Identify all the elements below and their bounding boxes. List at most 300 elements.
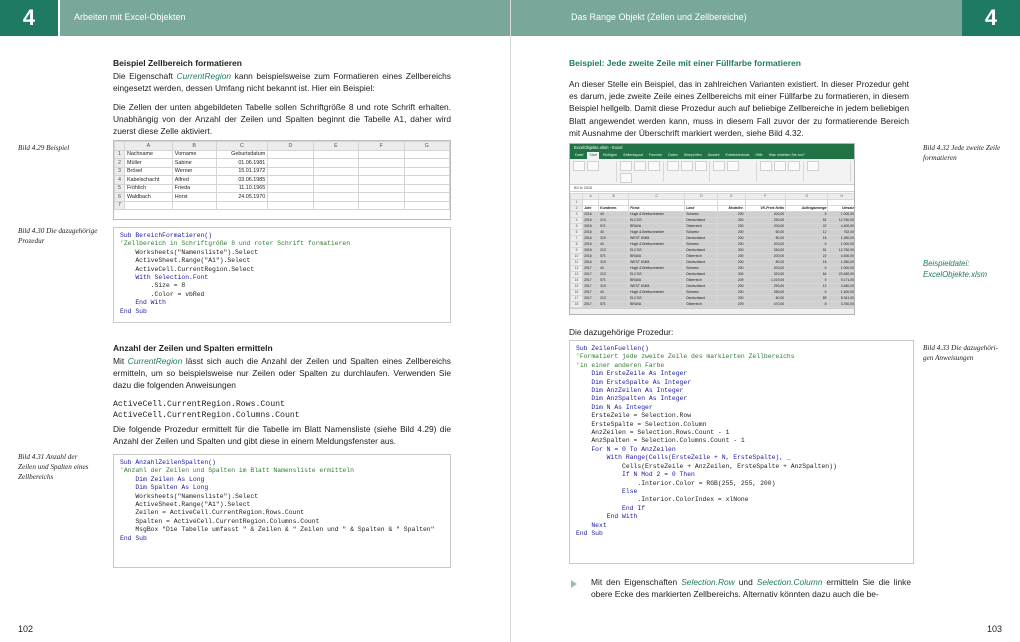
table-cell: WEST KNIM bbox=[629, 260, 685, 266]
table-cell: Deutschland bbox=[685, 260, 718, 266]
column-header: E bbox=[718, 194, 745, 200]
excel-ribbon-tabs bbox=[570, 152, 854, 159]
table-cell: 2016 bbox=[583, 230, 599, 236]
table-cell: BRAVA bbox=[629, 224, 685, 230]
row-header: 16 bbox=[571, 290, 583, 296]
table-cell: 250,00 bbox=[745, 248, 786, 254]
table-cell: 200,00 bbox=[745, 212, 786, 218]
table-cell: ELCOS bbox=[629, 218, 685, 224]
table-cell: Brösel bbox=[124, 167, 172, 176]
table-cell: Fröhlich bbox=[124, 184, 172, 193]
table-cell: 2017 bbox=[583, 266, 599, 272]
table-cell: 60,00 bbox=[745, 296, 786, 302]
column-header: F bbox=[359, 142, 404, 151]
table-cell: 2016 bbox=[583, 260, 599, 266]
table-cell: 64 bbox=[786, 272, 828, 278]
chapter-number-right: 4 bbox=[962, 0, 1020, 36]
code-line: MsgBox "Die Tabelle umfasst " & Zeilen & " Zeilen und " & Spalten & " Spalten" bbox=[120, 526, 435, 534]
ribbon-tab: Seitenlayout bbox=[623, 153, 643, 157]
excel-screenshot bbox=[569, 143, 855, 315]
code-line: Next bbox=[576, 521, 607, 529]
code-line: Worksheets("Namensliste").Select bbox=[120, 248, 259, 256]
table-cell: 9 bbox=[786, 278, 828, 284]
table-cell bbox=[313, 159, 358, 168]
paragraph-format-intro: Die Zellen der unten abgebildeten Tabelle sollen Schriftgröße 8 und rote Schrift erhalten. Unabhängig von der Anzahl der Zeilen und Spalten beginnt die Tabelle A1, daher wird zuerst diese Zelle aktiviert. bbox=[113, 102, 451, 137]
table-cell: 3.480,00 bbox=[828, 284, 855, 290]
code-line: 'Anzahl der Zeilen und Spalten im Blatt Namensliste ermitteln bbox=[120, 467, 354, 475]
caption-fig-4-32: Bild 4.32 Jede zweite Zeile formatieren bbox=[923, 144, 1001, 162]
code-line: ErsteSpalte = Selection.Column bbox=[576, 420, 707, 428]
column-header: G bbox=[786, 194, 828, 200]
table-cell: 80,00 bbox=[745, 260, 786, 266]
code-line: With Selection.Font bbox=[120, 274, 209, 282]
table-cell: 2016 bbox=[583, 212, 599, 218]
table-cell: 9.171,00 bbox=[828, 278, 855, 284]
caption-fig-4-33: Bild 4.33 Die dazugehöri- gen Anweisungen bbox=[923, 344, 999, 362]
row-header: 13 bbox=[571, 272, 583, 278]
table-cell: 304 bbox=[718, 272, 745, 278]
code-line: 'Formatiert jede zweite Zeile des markierten Zellbereichs bbox=[576, 353, 795, 361]
code-block-zeilen-fuellen bbox=[569, 340, 914, 564]
code-line: End With bbox=[576, 513, 638, 521]
row-header: 7 bbox=[115, 201, 125, 210]
table-cell: 320,00 bbox=[745, 272, 786, 278]
table-cell: 2017 bbox=[583, 296, 599, 302]
table-cell bbox=[359, 201, 404, 210]
table-cell: Modellnr. bbox=[718, 206, 745, 212]
table-cell: Österreich bbox=[685, 278, 718, 284]
paragraph-currentregion: Die Eigenschaft CurrentRegion kann beispielsweise zum Formatieren eines Zellbereichs eingesetzt werden, dessen Umfang nicht bekannt ist. Hier ein Beispiel: bbox=[113, 71, 451, 94]
table-cell: 2016 bbox=[583, 236, 599, 242]
table-cell: 1.280,00 bbox=[828, 236, 855, 242]
table-cell: 51 bbox=[786, 218, 828, 224]
table-cell bbox=[268, 167, 313, 176]
table-cell bbox=[268, 159, 313, 168]
header-bar-right bbox=[511, 0, 963, 36]
ribbon-group-cells bbox=[807, 161, 851, 182]
table-cell: 5 bbox=[786, 212, 828, 218]
ribbon-group-styles bbox=[760, 161, 804, 182]
column-header: H bbox=[828, 194, 855, 200]
table-cell: Umsatz bbox=[828, 206, 855, 212]
table-cell: 12 bbox=[786, 284, 828, 290]
row-header: 15 bbox=[571, 284, 583, 290]
table-cell: 5 bbox=[786, 242, 828, 248]
table-cell: 571 bbox=[599, 302, 629, 308]
excel-title-bar: ExcelObjekte.xlsm - Excel bbox=[570, 144, 854, 152]
excel-ribbon bbox=[570, 159, 854, 185]
code-line: ActiveSheet.Range("A1").Select bbox=[120, 501, 251, 509]
table-cell bbox=[268, 201, 313, 210]
code-line: Cells(ErsteZeile + AnzZeilen, ErsteSpalte + AnzSpalten)) bbox=[576, 462, 837, 470]
table-cell: 01.06.1981 bbox=[216, 159, 268, 168]
table-cell: VK-Preis Netto bbox=[745, 206, 786, 212]
ribbon-tab: Datei bbox=[575, 153, 584, 157]
excel-grid bbox=[570, 193, 855, 315]
table-cell: ELCOS bbox=[629, 272, 685, 278]
table-cell: 4.400,00 bbox=[828, 224, 855, 230]
paragraph-fill-intro: An dieser Stelle ein Beispiel, das in zahlreichen Varianten existiert. In dieser Prozedur geht es darum, jede zweite Zeile eines Zellbereichs mit einer Füllfarbe zu formatieren, in diesem Beispiel hellgelb. Damit diese Prozedur auch auf beliebige Zellbereiche in jedem beliebigen Blatt angewendet werden kann, muss in diesem Fall zuvor der zu formatierende Bereich mit Ausnahme der Überschrift markiert werden, siehe Bild 4.32. bbox=[569, 79, 909, 138]
table-cell: 200 bbox=[718, 296, 745, 302]
table-cell: Kundennr. bbox=[599, 206, 629, 212]
right-page bbox=[510, 0, 1020, 642]
ribbon-tab: Ansicht bbox=[707, 153, 720, 157]
code-line: .Size = 8 bbox=[120, 282, 186, 290]
table-cell bbox=[359, 176, 404, 185]
table-cell: 51 bbox=[786, 248, 828, 254]
column-header: D bbox=[268, 142, 313, 151]
table-cell: Hugh & Breitschneider bbox=[629, 266, 685, 272]
table-cell: BRAVA bbox=[629, 278, 685, 284]
row-header: 17 bbox=[571, 296, 583, 302]
table-cell bbox=[404, 176, 449, 185]
table-cell: 1.000,00 bbox=[828, 212, 855, 218]
code-rows-count: ActiveCell.CurrentRegion.Rows.Count bbox=[113, 400, 285, 409]
code-line: Dim N As Integer bbox=[576, 403, 653, 411]
table-cell: Österreich bbox=[685, 224, 718, 230]
code-line: Spalten = ActiveCell.CurrentRegion.Columns.Count bbox=[120, 517, 320, 525]
header-title-right: Das Range Objekt (Zellen und Zellbereiche) bbox=[571, 12, 747, 22]
row-header: 14 bbox=[571, 278, 583, 284]
table-cell: 571 bbox=[599, 224, 629, 230]
table-cell: Firma bbox=[629, 206, 685, 212]
table-cell: Schweiz bbox=[685, 290, 718, 296]
table-cell: 2016 bbox=[583, 242, 599, 248]
excel-sheet-tabs bbox=[570, 308, 854, 314]
table-cell: Österreich bbox=[685, 302, 718, 308]
table-cell: 200 bbox=[718, 242, 745, 248]
table-cell: 40 bbox=[599, 212, 629, 218]
row-header: 5 bbox=[115, 184, 125, 193]
table-cell bbox=[404, 184, 449, 193]
table-cell bbox=[359, 184, 404, 193]
paragraph-procedure-description: Die folgende Prozedur ermittelt für die Tabelle im Blatt Namensliste (siehe Bild 4.29) die Anzahl der Zeilen und Spalten und gibt diese in einem Meldungsfenster aus. bbox=[113, 424, 451, 447]
excel-formula-bar: B3 fx 2016 bbox=[570, 185, 854, 192]
table-cell: Hugh & Breitschneider bbox=[629, 212, 685, 218]
table-cell: Waldbach bbox=[124, 193, 172, 202]
table-cell bbox=[313, 150, 358, 159]
table-cell: 24.05.1970 bbox=[216, 193, 268, 202]
table-cell: Frieda bbox=[172, 184, 216, 193]
ribbon-tab: Hilfe bbox=[755, 153, 763, 157]
table-row bbox=[115, 159, 450, 168]
column-header: A bbox=[124, 142, 172, 151]
table-cell: 200 bbox=[718, 266, 745, 272]
row-header: 4 bbox=[571, 218, 583, 224]
table-cell: Deutschland bbox=[685, 236, 718, 242]
table-cell: 22 bbox=[786, 254, 828, 260]
column-header: A bbox=[583, 194, 599, 200]
row-header: 12 bbox=[571, 266, 583, 272]
table-cell: 12.750,00 bbox=[828, 218, 855, 224]
code-line: End With bbox=[120, 299, 167, 307]
table-cell: 280,00 bbox=[745, 290, 786, 296]
table-cell: 2017 bbox=[583, 302, 599, 308]
table-cell: Hugh & Breitschneider bbox=[629, 290, 685, 296]
code-line: End If bbox=[576, 504, 646, 512]
caption-fig-4-31: Bild 4.31 Anzahl der Zeilen und Spalten eines Zellbereichs bbox=[18, 453, 89, 481]
code-line: Zeilen = ActiveCell.CurrentRegion.Rows.Count bbox=[120, 509, 305, 517]
table-cell: 250,00 bbox=[745, 218, 786, 224]
page-number-right: 103 bbox=[986, 624, 1002, 634]
paragraph-count-intro: Mit CurrentRegion lässt sich auch die Anzahl der Zeilen und Spalten eines Zellbereichs ermitteln, um so beispielsweise nur Zeilen oder Spalten zu durchlaufen. Verwenden Sie dazu die folgenden Anweisungen bbox=[113, 356, 451, 391]
column-header bbox=[115, 142, 125, 151]
code-line: .Interior.ColorIndex = xlNone bbox=[576, 496, 749, 504]
code-line: 'in einer anderen Farbe bbox=[576, 361, 665, 369]
code-line: Worksheets("Namensliste").Select bbox=[120, 492, 259, 500]
table-cell: ELCOS bbox=[629, 248, 685, 254]
table-cell bbox=[404, 193, 449, 202]
row-header: 1 bbox=[571, 200, 583, 206]
table-cell: Deutschland bbox=[685, 296, 718, 302]
row-header: 3 bbox=[115, 167, 125, 176]
code-line: .Color = vbRed bbox=[120, 290, 205, 298]
table-cell: 762,00 bbox=[828, 230, 855, 236]
chapter-number-left: 4 bbox=[0, 0, 58, 36]
table-cell: 319 bbox=[599, 260, 629, 266]
code-line: Else bbox=[576, 487, 638, 495]
table-cell: Deutschland bbox=[685, 218, 718, 224]
table-cell: 40 bbox=[599, 290, 629, 296]
table-cell bbox=[404, 201, 449, 210]
ribbon-tab: Start bbox=[589, 153, 597, 157]
table-cell: 5 bbox=[786, 266, 828, 272]
section-heading-format: Beispiel Zellbereich formatieren bbox=[113, 58, 242, 68]
table-cell bbox=[124, 201, 172, 210]
row-header: 11 bbox=[571, 260, 583, 266]
table-cell: 12.750,00 bbox=[828, 248, 855, 254]
code-line: Dim ErsteZeile As Integer bbox=[576, 370, 688, 378]
table-cell: 1.019,00 bbox=[745, 278, 786, 284]
table-cell bbox=[359, 150, 404, 159]
table-cell bbox=[404, 159, 449, 168]
table-cell: 4.400,00 bbox=[828, 254, 855, 260]
code-line: End Sub bbox=[120, 307, 147, 315]
table-cell: 200 bbox=[718, 224, 745, 230]
table-cell bbox=[268, 184, 313, 193]
section-heading-fill: Beispiel: Jede zweite Zeile mit einer Füllfarbe formatieren bbox=[569, 58, 801, 68]
code-line: AnzZeilen = Selection.Rows.Count - 1 bbox=[576, 429, 730, 437]
column-header: C bbox=[629, 194, 685, 200]
table-cell: 1.000,00 bbox=[828, 242, 855, 248]
table-cell: 200 bbox=[718, 212, 745, 218]
column-header: D bbox=[685, 194, 718, 200]
table-cell: 200 bbox=[718, 284, 745, 290]
table-cell: 571 bbox=[599, 278, 629, 284]
table-cell bbox=[313, 184, 358, 193]
table-cell: Müller bbox=[124, 159, 172, 168]
table-cell: 200 bbox=[718, 230, 745, 236]
table-cell: BRAVA bbox=[629, 254, 685, 260]
code-line: Sub AnzahlZeilenSpalten() bbox=[120, 459, 216, 466]
table-cell: 213 bbox=[599, 248, 629, 254]
row-header: 1 bbox=[115, 150, 125, 159]
column-header: B bbox=[599, 194, 629, 200]
caption-fig-4-29: Bild 4.29 Beispiel bbox=[18, 144, 70, 152]
ribbon-group-number bbox=[713, 161, 757, 182]
header-bar-left bbox=[60, 0, 510, 36]
table-cell: 213 bbox=[599, 272, 629, 278]
table-cell: 200 bbox=[718, 290, 745, 296]
table-cell: 80,00 bbox=[745, 236, 786, 242]
row-header: 10 bbox=[571, 254, 583, 260]
table-row bbox=[115, 150, 450, 159]
ribbon-tab: Einfügen bbox=[602, 153, 618, 157]
code-line: Dim ErsteSpalte As Integer bbox=[576, 378, 692, 386]
code-line: Dim Spalten As Long bbox=[120, 484, 209, 492]
code-line: Sub BereichFormatieren() bbox=[120, 232, 213, 239]
table-cell: Schweiz bbox=[685, 212, 718, 218]
table-row bbox=[115, 176, 450, 185]
side-note-example-file: Beispieldatei: ExcelObjekte.xlsm bbox=[923, 259, 988, 279]
table-cell: Sabine bbox=[172, 159, 216, 168]
code-block-bereich-formatieren bbox=[113, 227, 451, 323]
table-cell: Deutschland bbox=[685, 272, 718, 278]
table-cell: Jahr bbox=[583, 206, 599, 212]
ribbon-group-clipboard bbox=[573, 161, 617, 182]
table-cell: 8 bbox=[786, 302, 828, 308]
row-header: 2 bbox=[115, 159, 125, 168]
table-cell: 22 bbox=[786, 224, 828, 230]
table-cell bbox=[216, 201, 268, 210]
table-cell: 200 bbox=[718, 236, 745, 242]
table-cell bbox=[359, 193, 404, 202]
excel-table-namensliste bbox=[113, 140, 451, 220]
caption-fig-4-30: Bild 4.30 Die dazugehörige Prozedur bbox=[18, 227, 98, 245]
ribbon-tab: Überprüfen bbox=[683, 153, 702, 157]
table-cell bbox=[172, 201, 216, 210]
code-line: For N = 0 To AnzZeilen bbox=[576, 445, 676, 453]
table-cell: Geburtsdatum bbox=[216, 150, 268, 159]
table-cell: 200,00 bbox=[745, 242, 786, 248]
table-cell: 40 bbox=[599, 230, 629, 236]
table-cell: 319 bbox=[599, 236, 629, 242]
table-cell: Horst bbox=[172, 193, 216, 202]
column-header: C bbox=[216, 142, 268, 151]
table-row bbox=[115, 201, 450, 210]
row-header: 3 bbox=[571, 212, 583, 218]
table-cell: 2016 bbox=[583, 218, 599, 224]
table-cell: 200 bbox=[718, 254, 745, 260]
table-cell: BRAVA bbox=[629, 302, 685, 308]
table-cell: Hugh & Breitschneider bbox=[629, 242, 685, 248]
table-cell: Deutschland bbox=[685, 248, 718, 254]
table-cell bbox=[313, 167, 358, 176]
ribbon-tab: Entwicklertools bbox=[725, 153, 750, 157]
code-line: Dim AnzSpalten As Integer bbox=[576, 395, 688, 403]
table-cell: 2016 bbox=[583, 254, 599, 260]
table-cell: Schweiz bbox=[685, 266, 718, 272]
column-header: F bbox=[745, 194, 786, 200]
code-block-anzahl-zeilen-spalten bbox=[113, 454, 451, 568]
table-cell: 16 bbox=[786, 260, 828, 266]
table-cell: 470,00 bbox=[745, 302, 786, 308]
table-cell: WEST KNIM bbox=[629, 236, 685, 242]
table-cell: WEST KNIM bbox=[629, 284, 685, 290]
ribbon-tab: Daten bbox=[668, 153, 678, 157]
table-cell: 1.000,00 bbox=[828, 266, 855, 272]
code-line: Dim Zeilen As Long bbox=[120, 475, 205, 483]
column-header: B bbox=[172, 142, 216, 151]
row-header: 6 bbox=[571, 230, 583, 236]
table-cell: 209 bbox=[718, 302, 745, 308]
row-header: 5 bbox=[571, 224, 583, 230]
table-cell bbox=[404, 167, 449, 176]
table-row bbox=[115, 167, 450, 176]
table-cell: ELCOS bbox=[629, 296, 685, 302]
table-cell: 300 bbox=[718, 218, 745, 224]
table-cell: Werner bbox=[172, 167, 216, 176]
paragraph-selection-row-column: Mit den Eigenschaften Selection.Row und Selection.Column ermitteln Sie die linke obere Ecke des markierten Zellbereichs. Alternativ könnten dazu auch die be- bbox=[591, 577, 911, 600]
row-header: 6 bbox=[115, 193, 125, 202]
code-columns-count: ActiveCell.CurrentRegion.Columns.Count bbox=[113, 411, 300, 420]
table-cell: 319 bbox=[599, 284, 629, 290]
table-cell: 200,00 bbox=[745, 254, 786, 260]
code-line: .Interior.Color = RGB(255, 255, 200) bbox=[576, 479, 776, 487]
table-cell: 200 bbox=[718, 260, 745, 266]
table-cell: Deutschland bbox=[685, 284, 718, 290]
paragraph-procedure-intro: Die dazugehörige Prozedur: bbox=[569, 327, 674, 337]
table-cell: 2016 bbox=[583, 248, 599, 254]
code-line: ErsteZeile = Selection.Row bbox=[576, 412, 692, 420]
column-header: G bbox=[404, 142, 449, 151]
row-header: 4 bbox=[115, 176, 125, 185]
table-row bbox=[115, 193, 450, 202]
row-header: 7 bbox=[571, 236, 583, 242]
code-line: ActiveSheet.Range("A1").Select bbox=[120, 257, 251, 265]
table-cell: Auftragsmenge bbox=[786, 206, 828, 212]
ribbon-group-font bbox=[620, 161, 664, 182]
table-cell: 20.480,00 bbox=[828, 272, 855, 278]
table-cell: 200,00 bbox=[745, 224, 786, 230]
table-cell: Alfred bbox=[172, 176, 216, 185]
table-cell: 1.280,00 bbox=[828, 260, 855, 266]
code-line: AnzSpalten = Selection.Columns.Count - 1 bbox=[576, 437, 745, 445]
column-header: E bbox=[313, 142, 358, 151]
table-cell: 5 bbox=[786, 290, 828, 296]
row-header: 9 bbox=[571, 248, 583, 254]
table-row bbox=[115, 184, 450, 193]
table-cell: Hugh & Breitschneider bbox=[629, 230, 685, 236]
table-cell: 209 bbox=[718, 278, 745, 284]
table-cell: Schweiz bbox=[685, 242, 718, 248]
table-cell: 571 bbox=[599, 254, 629, 260]
table-cell: 11.10.1965 bbox=[216, 184, 268, 193]
code-line: 'Zellbereich in Schriftgröße 8 und roter Schrift formatieren bbox=[120, 240, 351, 248]
code-line: Sub ZeilenFuellen() bbox=[576, 345, 649, 352]
table-cell: 15.01.1972 bbox=[216, 167, 268, 176]
table-cell: 12 bbox=[786, 230, 828, 236]
table-cell bbox=[313, 193, 358, 202]
row-header: 18 bbox=[571, 302, 583, 308]
ribbon-tab: Formeln bbox=[648, 153, 663, 157]
table-cell bbox=[268, 193, 313, 202]
table-cell: 2016 bbox=[583, 224, 599, 230]
table-cell: 290,00 bbox=[745, 284, 786, 290]
code-line: End Sub bbox=[120, 534, 147, 542]
table-cell bbox=[359, 159, 404, 168]
table-cell bbox=[313, 201, 358, 210]
row-header: 2 bbox=[571, 206, 583, 212]
code-line: If N Mod 2 = 0 Then bbox=[576, 471, 695, 479]
table-cell: 40 bbox=[599, 242, 629, 248]
table-cell: Kabelschacht bbox=[124, 176, 172, 185]
table-cell: 2017 bbox=[583, 284, 599, 290]
header-title-left: Arbeiten mit Excel-Objekten bbox=[74, 12, 186, 22]
code-line: With Range(Cells(ErsteZeile + N, ErsteSpalte), _ bbox=[576, 454, 791, 462]
ribbon-group-alignment bbox=[667, 161, 711, 182]
table-cell: 2017 bbox=[583, 290, 599, 296]
